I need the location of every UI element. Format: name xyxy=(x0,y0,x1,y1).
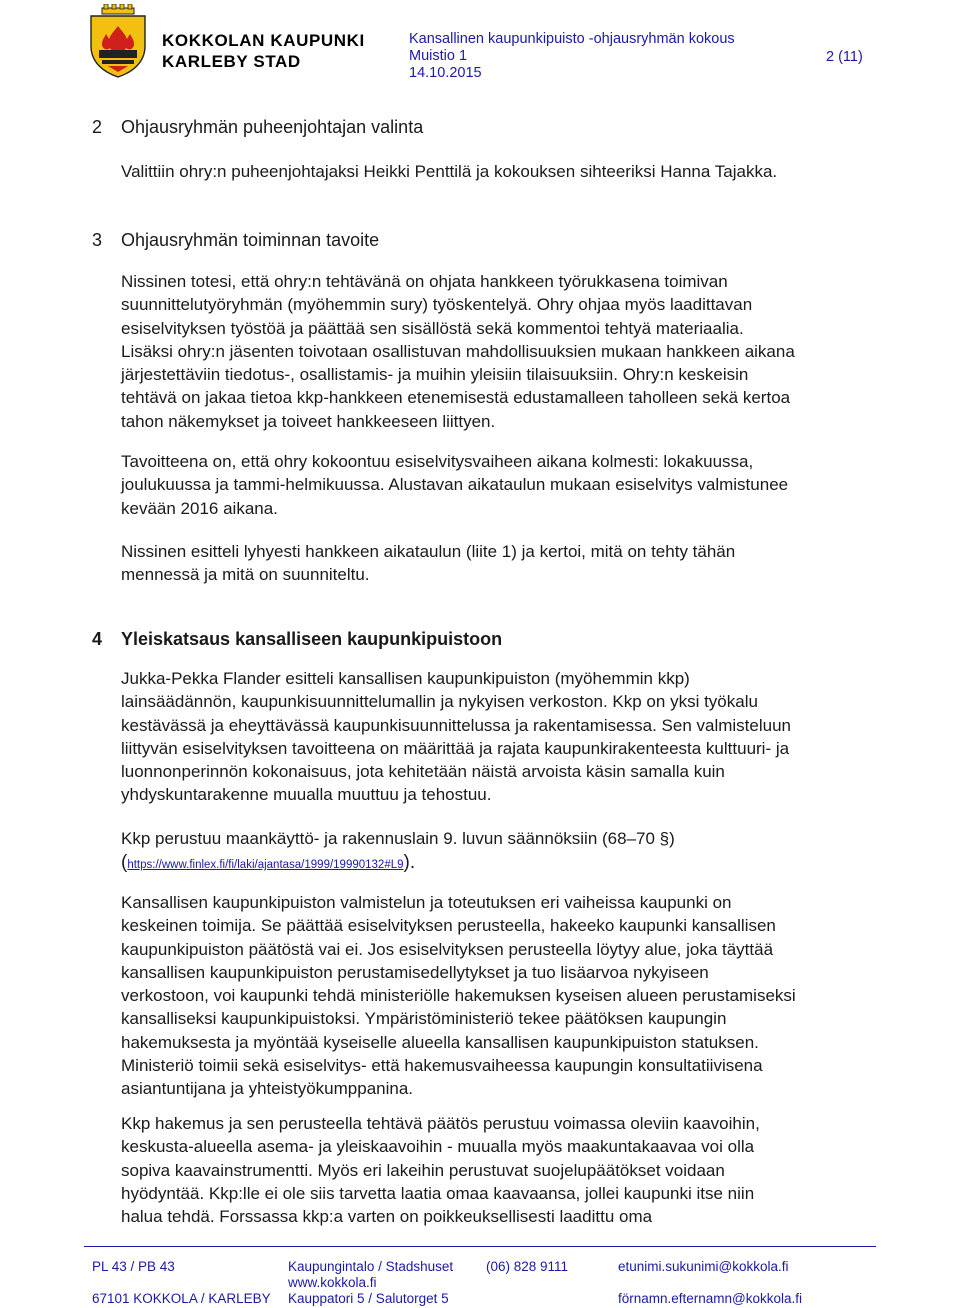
section-3-heading xyxy=(92,229,379,252)
paragraph-line: Nissinen totesi, että ohry:n tehtävänä on ohjata hankkeen työrukkasena toimivan xyxy=(121,272,728,291)
section-4-paragraph-3 xyxy=(121,891,911,1101)
document-title: Kansallinen kaupunkipuisto -ohjausryhmän kokous xyxy=(409,31,735,47)
section-4-paragraph-2 xyxy=(121,827,911,878)
paragraph-line: Tavoitteena on, että ohry kokoontuu esiselvitysvaiheen aikana kolmesti: lokakuussa, xyxy=(121,452,754,471)
section-title: Yleiskatsaus kansalliseen kaupunkipuistoon xyxy=(121,629,503,649)
paragraph-line: tehtävä on jakaa tietoa kkp-hankkeen etenemisestä edustamalleen taholleen sekä kertoa xyxy=(121,388,791,408)
section-number: 4 xyxy=(92,629,103,649)
document-type: Muistio 1 xyxy=(409,48,468,64)
paragraph-line: Kkp perustuu maankäyttö- ja rakennuslain 9. luvun säännöksiin (68–70 §) xyxy=(121,829,675,848)
paragraph-line: tahon näkemykset ja toiveet hankkeeseen liittyen. xyxy=(121,411,496,431)
section-title: Ohjausryhmän puheenjohtajan valinta xyxy=(121,117,424,137)
paragraph-line: suunnittelutyöryhmän (myöhemmin sury) työskentelyä. Ohry ohjaa myös laadittavan xyxy=(121,295,753,315)
footer-street-address: Kauppatori 5 / Salutorget 5 xyxy=(288,1291,449,1306)
document-date: 14.10.2015 xyxy=(409,65,482,81)
paragraph-line: keskeinen toimija. Se päättää esiselvityksen perusteella, hakeeko kaupunki kansallisen xyxy=(121,916,776,936)
section-4-paragraph-1 xyxy=(121,667,911,807)
footer-divider xyxy=(84,1246,876,1247)
section-3-paragraph-1 xyxy=(121,270,911,433)
city-name-fi: KOKKOLAN KAUPUNKI xyxy=(162,31,365,50)
footer-po-box: PL 43 / PB 43 xyxy=(92,1259,175,1274)
paragraph-line: kestävässä ja eheyttävässä kaupunkisuunnittelussa ja rakentamisessa. Sen valmisteluun xyxy=(121,715,791,735)
section-number: 2 xyxy=(92,117,103,137)
paragraph-line: kansallisen kaupunkipuiston perustamisedellytykset ja tuo lisäarvoa nykyiseen xyxy=(121,962,709,982)
paragraph-line: liittyvän esiselvityksen tavoitteena on määrittää ja rajata kaupunkirakenteesta kulttuuri- ja xyxy=(121,738,790,758)
paragraph-line: mennessä ja mitä on suunniteltu. xyxy=(121,565,370,585)
paragraph-line: Kansallisen kaupunkipuiston valmistelun ja toteutuksen eri vaiheissa kaupunki on xyxy=(121,893,732,912)
city-name-sv: KARLEBY STAD xyxy=(162,52,301,71)
city-crest-icon xyxy=(88,4,148,78)
paragraph-line: kevään 2016 aikana. xyxy=(121,498,278,518)
paragraph-line: Lisäksi ohry:n jäsenten toivotaan osallistuvan mahdollisuuksien mukaan hankkeen aikana xyxy=(121,341,795,361)
city-name xyxy=(162,30,365,72)
footer-email-sv[interactable]: förnamn.efternamn@kokkola.fi xyxy=(618,1291,803,1306)
footer-postal-address: 67101 KOKKOLA / KARLEBY xyxy=(92,1291,271,1306)
paragraph-line: Jukka-Pekka Flander esitteli kansallisen kaupunkipuiston (myöhemmin kkp) xyxy=(121,669,690,688)
paragraph-line: kansalliseksi kaupunkipuistoksi. Ympäristöministeriö tekee päätöksen kaupungin xyxy=(121,1009,727,1029)
paragraph-line: Nissinen esitteli lyhyesti hankkeen aikataulun (liite 1) ja kertoi, mitä on tehty tähän xyxy=(121,542,736,561)
paragraph-line: sopiva kaavainstrumentti. Myös eri lakeihin perustuvat suojelupäätökset voidaan xyxy=(121,1160,725,1180)
paragraph-line: halua tehdä. Forssassa kkp:a varten on poikkeuksellisesti laadittu oma xyxy=(121,1207,653,1227)
paragraph-line: asiantuntijana ja yhteistyökumppanina. xyxy=(121,1079,414,1099)
paragraph-line xyxy=(121,850,911,878)
page-footer xyxy=(0,1246,960,1308)
finlex-link[interactable]: https://www.finlex.fi/fi/laki/ajantasa/1999/19990132#L9 xyxy=(127,859,404,872)
section-2-paragraph xyxy=(121,160,911,183)
paren-open: ( xyxy=(121,852,128,874)
section-4-paragraph-4 xyxy=(121,1112,911,1228)
section-3-paragraph-2 xyxy=(121,450,911,520)
section-2-heading xyxy=(92,116,423,139)
paren-close: ). xyxy=(403,852,416,874)
section-3-paragraph-3 xyxy=(121,540,911,587)
paragraph-line: Kkp hakemus ja sen perusteella tehtävä päätös perustuu voimassa oleviin kaavoihin, xyxy=(121,1114,760,1133)
page-header xyxy=(0,0,960,86)
section-title: Ohjausryhmän toiminnan tavoite xyxy=(121,230,380,250)
section-4-heading xyxy=(92,628,502,651)
paragraph-line: hakemuksesta ja myöntää kyseiselle alueella kansallisen kaupunkipuiston statuksen. xyxy=(121,1032,759,1052)
paragraph-line: hyödyntää. Kkp:lle ei ole siis tarvetta laatia omaa kaavaansa, jollei kaupunki itse niin xyxy=(121,1183,755,1203)
paragraph-line: järjestettäviin tiedotus-, osallistamis- ja muihin yleisiin tilaisuuksiin. Ohry:n keskeisin xyxy=(121,365,749,385)
section-number: 3 xyxy=(92,230,103,250)
document-meta xyxy=(409,31,735,82)
paragraph-line: verkostoon, voi kaupunki tehdä ministeriölle hakemuksen kyseisen alueen perustamiseksi xyxy=(121,986,796,1006)
paragraph-line: Valittiin ohry:n puheenjohtajaksi Heikki Penttilä ja kokouksen sihteeriksi Hanna Tajakka. xyxy=(121,162,778,181)
footer-building: Kaupungintalo / Stadshuset xyxy=(288,1259,454,1274)
footer-website[interactable]: www.kokkola.fi xyxy=(288,1275,377,1290)
paragraph-line: joulukuussa ja tammi-helmikuussa. Alustavan aikataulun mukaan esiselvitys valmistunee xyxy=(121,475,789,495)
footer-phone: (06) 828 9111 xyxy=(486,1259,569,1274)
page-number: 2 (11) xyxy=(826,49,863,65)
footer-email-fi[interactable]: etunimi.sukunimi@kokkola.fi xyxy=(618,1259,789,1274)
paragraph-line: esiselvityksen työstöä ja päättää sen sisällöstä sekä kommentoi tehtyä materiaalia. xyxy=(121,318,744,338)
paragraph-line: Ministeriö toimii sekä esiselvitys- että hakemusvaiheessa kaupungin konsultatiivisena xyxy=(121,1056,763,1076)
paragraph-line: lainsäädännön, kaupunkisuunnittelumallin ja nykyisen verkoston. Kkp on yksi työkalu xyxy=(121,692,758,712)
paragraph-line: keskusta-alueella asema- ja yleiskaavoihin - muualla myös maakuntakaavaa voi olla xyxy=(121,1137,755,1157)
paragraph-line: kaupunkipuiston päätöstä vai ei. Jos esiselvityksen perusteella löytyy alue, joka täyttää xyxy=(121,939,774,959)
paragraph-line: yhdyskuntarakenne muualla muuttuu ja tehostuu. xyxy=(121,785,492,805)
paragraph-line: luonnonperinnön kokonaisuus, jota kehitetään näistä arvoista käsin samalla kuin xyxy=(121,762,725,782)
